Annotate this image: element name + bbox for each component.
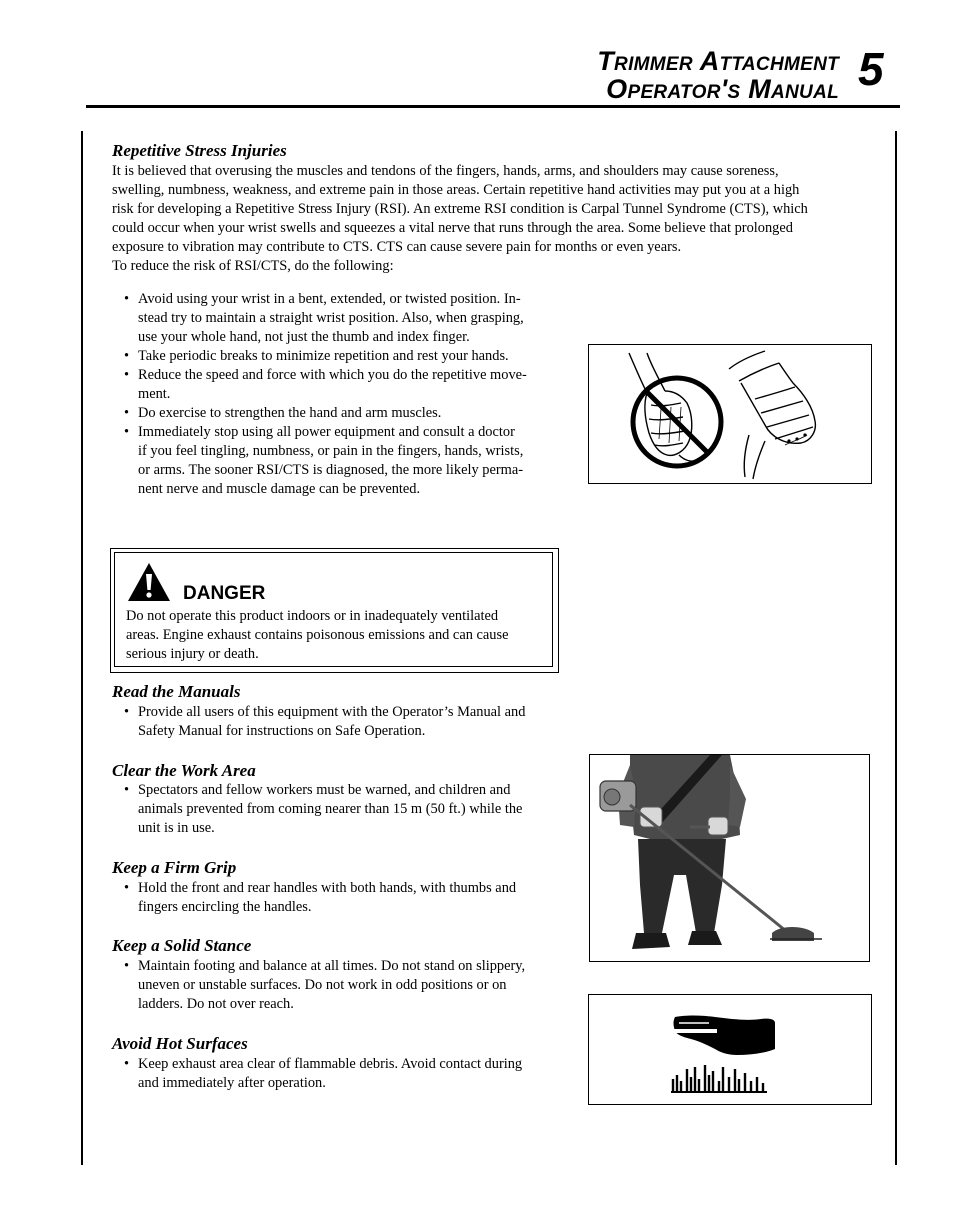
list-item: • Take periodic breaks to minimize repetition and rest your hands. <box>112 347 582 366</box>
rsi-paragraph-line: exposure to vibration may contribute to CTS. CTS can cause severe pain for months or even years. <box>112 239 682 255</box>
warning-triangle-icon <box>126 561 172 603</box>
hand-over-heat-icon <box>589 995 871 1104</box>
wrist-position-illustration <box>588 344 872 484</box>
rsi-section-title: Repetitive Stress Injuries <box>112 141 287 160</box>
read-manuals-list <box>112 703 582 741</box>
list-item: • Immediately stop using all power equipment and consult a doctor if you feel tingling, numbness, or pain in the fingers, hands, wrists, or arms. The sooner RSI/CTS is diagnosed, the more likely perma- nent nerve and muscle damage can be prevented. <box>112 423 582 499</box>
operator-stance-photo <box>589 754 870 962</box>
operator-with-trimmer-drawing <box>590 755 869 961</box>
rsi-paragraph-line: could occur when your wrist swells and squeezes a vital nerve that runs through the area. Some believe that prolonged <box>112 220 793 236</box>
rsi-paragraph-line: risk for developing a Repetitive Stress Injury (RSI). An extreme RSI condition is Carpal Tunnel Syndrome (CTS), which <box>112 201 808 217</box>
rsi-paragraph-line: It is believed that overusing the muscles and tendons of the fingers, hands, arms, and shoulders may cause soreness, <box>112 163 779 179</box>
rsi-bullet-list <box>112 290 582 499</box>
list-item: • Keep exhaust area clear of flammable debris. Avoid contact during and immediately after operation. <box>112 1055 582 1093</box>
header-rule <box>86 105 900 108</box>
firm-grip-title: Keep a Firm Grip <box>112 858 237 877</box>
read-manuals-title: Read the Manuals <box>112 682 241 701</box>
firm-grip-list <box>112 879 582 917</box>
list-item: • Do exercise to strengthen the hand and arm muscles. <box>112 404 582 423</box>
list-item: • Reduce the speed and force with which you do the repetitive move- ment. <box>112 366 582 404</box>
list-item: • Hold the front and rear handles with both hands, with thumbs and fingers encircling the handles. <box>112 879 582 917</box>
manual-title-line-2: Operator's Manual <box>606 74 839 104</box>
clear-work-area-list <box>112 781 582 838</box>
page-number: 5 <box>858 43 884 95</box>
rsi-lead-line: To reduce the risk of RSI/CTS, do the following: <box>112 258 394 274</box>
left-margin-rule <box>81 131 83 1165</box>
right-margin-rule <box>895 131 897 1165</box>
hot-surfaces-title: Avoid Hot Surfaces <box>112 1034 248 1053</box>
list-item: • Spectators and fellow workers must be warned, and children and animals prevented from coming nearer than 15 m (50 ft.) while the unit is in use. <box>112 781 582 838</box>
list-item: • Maintain footing and balance at all times. Do not stand on slippery, uneven or unstable surfaces. Do not work in odd positions or on ladders. Do not over reach. <box>112 957 582 1014</box>
list-item: • Provide all users of this equipment with the Operator’s Manual and Safety Manual for instructions on Safe Operation. <box>112 703 582 741</box>
list-item: • Avoid using your wrist in a bent, extended, or twisted position. In- stead try to maintain a straight wrist position. Also, when grasping, use your whole hand, not just the thumb and index finger. <box>112 290 582 347</box>
rsi-paragraph-line: swelling, numbness, weakness, and extreme pain in those areas. Certain repetitive hand activities may put you at a high <box>112 182 800 198</box>
manual-title <box>597 47 839 103</box>
clear-work-area-title: Clear the Work Area <box>112 761 256 780</box>
hot-surfaces-list <box>112 1055 582 1093</box>
rsi-paragraph <box>112 162 887 276</box>
wrist-position-drawing <box>589 345 871 483</box>
solid-stance-title: Keep a Solid Stance <box>112 936 252 955</box>
danger-text: Do not operate this product indoors or in inadequately ventilated areas. Engine exhaust contains poisonous emissions and can cause serious injury or death. <box>126 608 509 662</box>
hot-surface-illustration <box>588 994 872 1105</box>
manual-title-line-1: Trimmer Attachment <box>597 46 839 76</box>
danger-label: DANGER <box>183 583 266 604</box>
solid-stance-list <box>112 957 582 1014</box>
